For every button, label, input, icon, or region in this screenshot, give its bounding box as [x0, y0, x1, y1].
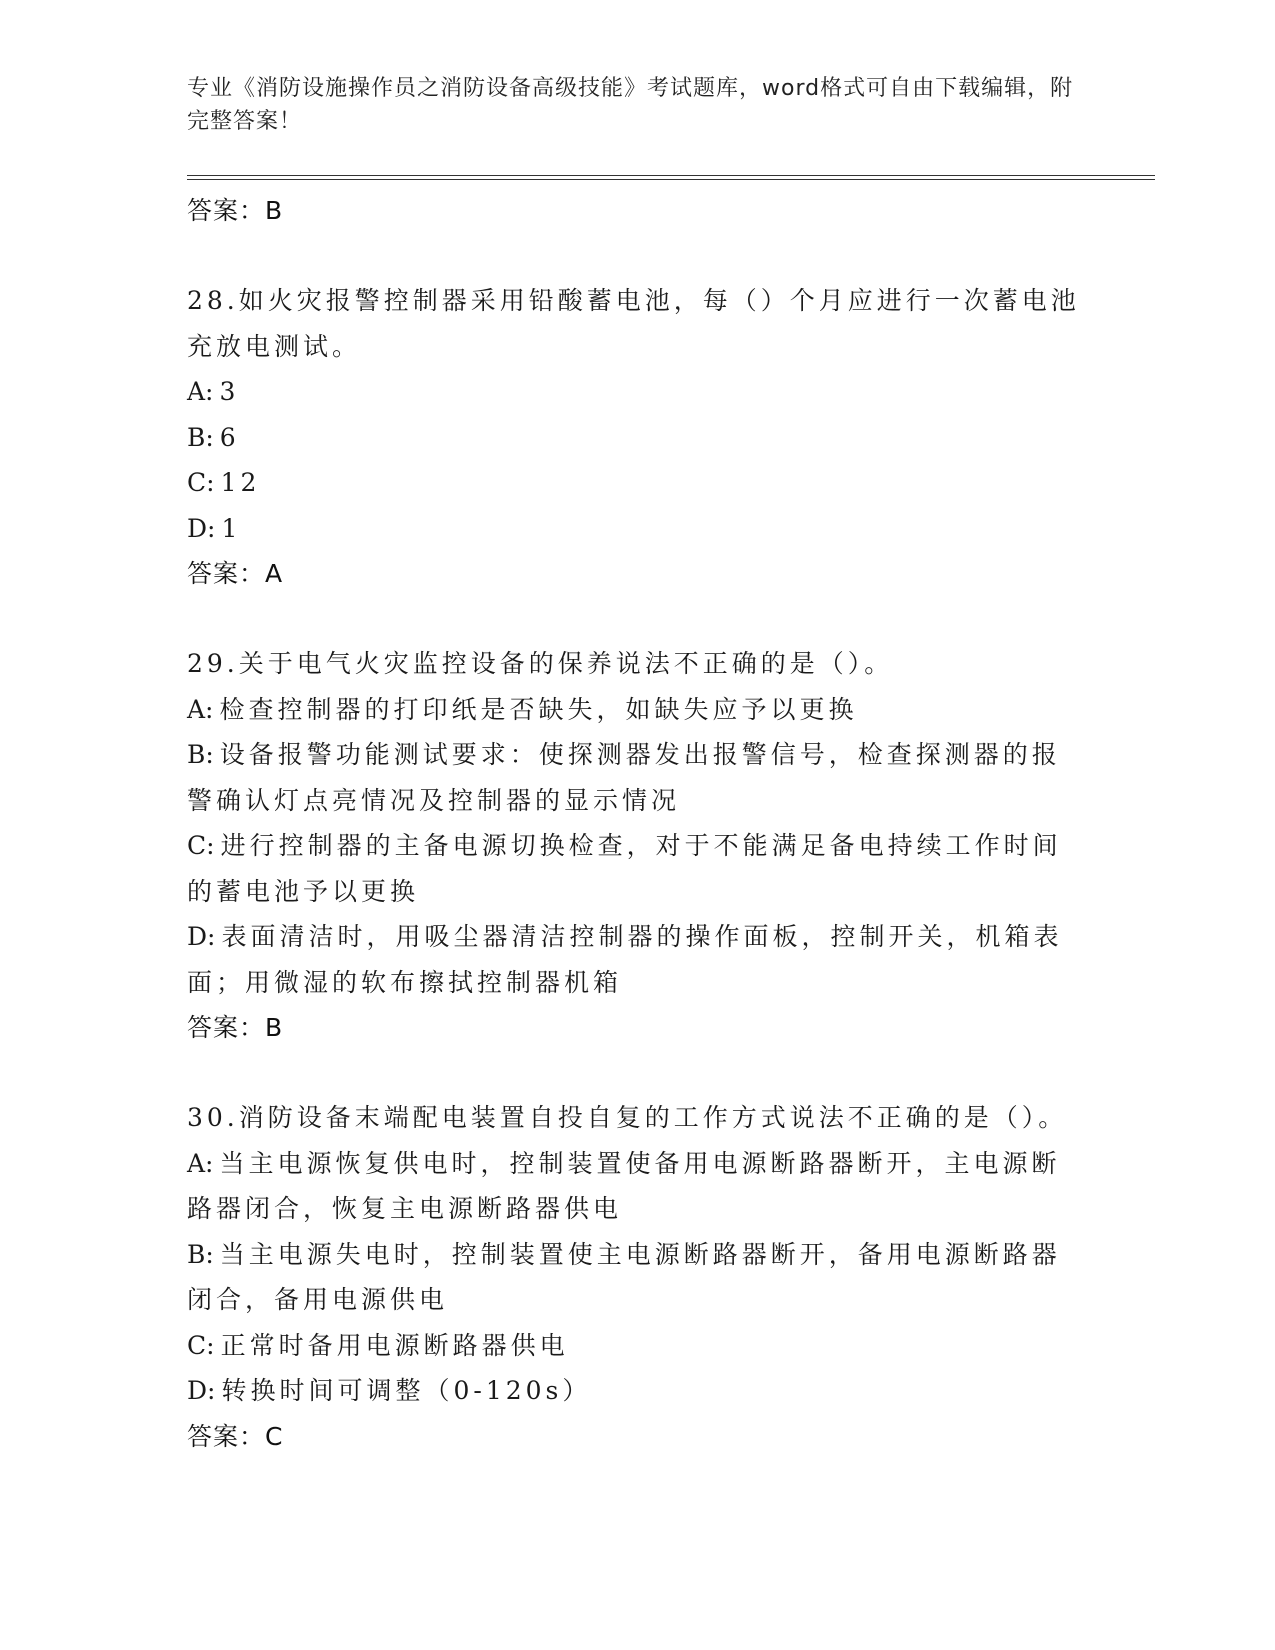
- page-header: 专业《消防设施操作员之消防设备高级技能》考试题库，word格式可自由下载编辑，附完整答案！: [187, 76, 1074, 134]
- option-letter: D:: [187, 1376, 216, 1405]
- option-letter: D:: [187, 513, 216, 543]
- option-text: 1: [221, 513, 242, 543]
- previous-answer: 答案：B: [187, 196, 284, 225]
- option-letter: C:: [187, 831, 215, 860]
- option-c: [187, 823, 1087, 914]
- option-text: 正常时备用电源断路器供电: [220, 1330, 569, 1360]
- option-text: 当主电源失电时，控制装置使主电源断路器断开，备用电源断路器闭合，备用电源供电: [187, 1239, 1061, 1314]
- option-b: [187, 1232, 1087, 1323]
- question-list: [187, 188, 1087, 1460]
- option-b: [187, 415, 1087, 461]
- option-text: 12: [220, 468, 261, 497]
- option-letter: B:: [187, 740, 214, 769]
- option-text: 转换时间可调整（0-120s）: [221, 1376, 592, 1405]
- option-text: 6: [219, 422, 240, 452]
- option-a: [187, 1141, 1087, 1232]
- question-30: [187, 1095, 1087, 1460]
- option-text: 设备报警功能测试要求：使探测器发出报警信号，检查探测器的报警确认灯点亮情况及控制器的显示情况: [187, 740, 1061, 815]
- answer-label: 答案：A: [187, 559, 284, 588]
- option-text: 表面清洁时，用吸尘器清洁控制器的操作面板，控制开关，机箱表面；用微湿的软布擦拭控制器机箱: [187, 922, 1063, 997]
- option-letter: B:: [187, 422, 214, 452]
- answer-label: 答案：C: [187, 1421, 284, 1451]
- option-letter: A:: [187, 377, 214, 406]
- option-d: [187, 506, 1087, 552]
- option-letter: D:: [187, 922, 216, 951]
- option-letter: A:: [187, 1148, 214, 1178]
- option-text: 检查控制器的打印纸是否缺失，如缺失应予以更换: [219, 694, 858, 724]
- option-a: [187, 687, 1087, 733]
- header-divider: [187, 175, 1155, 180]
- option-text: 3: [219, 377, 240, 406]
- option-b: [187, 732, 1087, 823]
- option-letter: C:: [187, 1330, 215, 1360]
- option-letter: C:: [187, 468, 215, 497]
- option-text: 当主电源恢复供电时，控制装置使备用电源断路器断开，主电源断路器闭合，恢复主电源断路器供电: [187, 1148, 1061, 1223]
- option-a: [187, 369, 1087, 415]
- question-29: [187, 641, 1087, 1051]
- question-stem: 28.如火灾报警控制器采用铅酸蓄电池，每（）个月应进行一次蓄电池充放电测试。: [187, 286, 1080, 361]
- question-stem: 29.关于电气火灾监控设备的保养说法不正确的是（）。: [187, 649, 894, 678]
- answer-label: 答案：B: [187, 1013, 284, 1042]
- option-letter: B:: [187, 1239, 214, 1269]
- option-d: [187, 914, 1087, 1005]
- option-text: 进行控制器的主备电源切换检查，对于不能满足备电持续工作时间的蓄电池予以更换: [187, 831, 1062, 906]
- option-c: [187, 1323, 1087, 1369]
- question-stem: 30.消防设备末端配电装置自投自复的工作方式说法不正确的是（）。: [187, 1103, 1068, 1132]
- option-c: [187, 460, 1087, 506]
- question-28: [187, 278, 1087, 597]
- option-letter: A:: [187, 694, 214, 724]
- option-d: [187, 1368, 1087, 1414]
